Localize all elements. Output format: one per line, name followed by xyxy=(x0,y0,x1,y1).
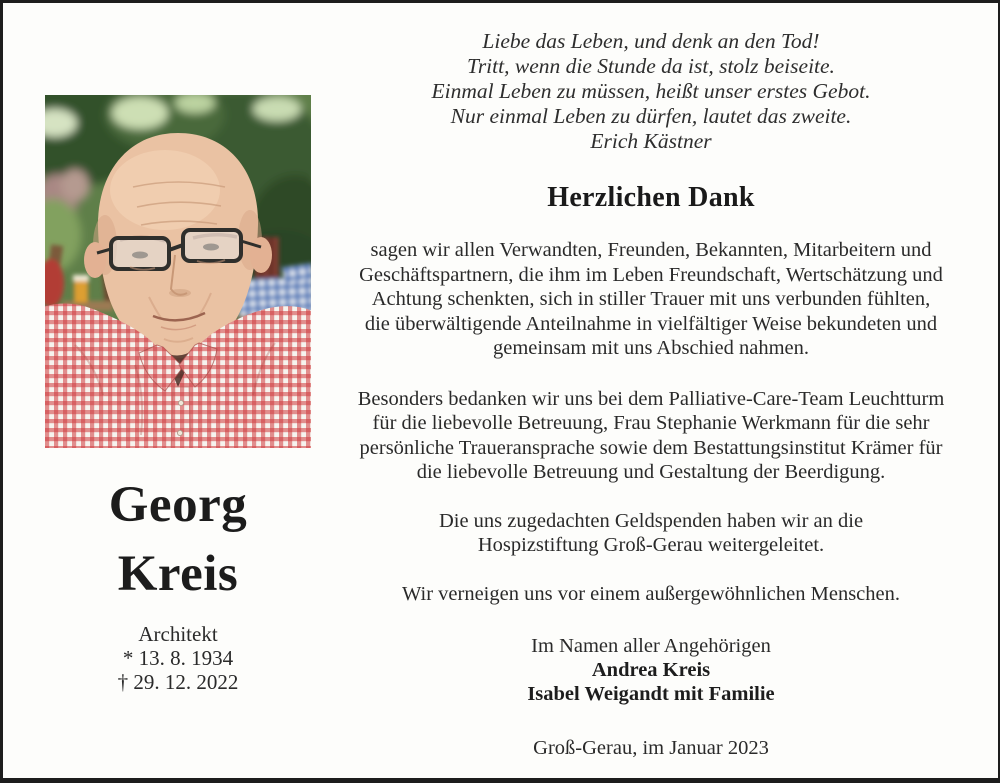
right-ear xyxy=(250,237,272,273)
paragraph-line: Die uns zugedachten Geldspenden haben wir an die xyxy=(438,509,864,532)
closing-block xyxy=(333,634,969,706)
paragraph-line: für die liebevolle Betreuung, Frau Stephanie Werkmann für die sehr xyxy=(372,412,930,434)
paragraph-line: sagen wir allen Verwandten, Freunden, Bekannten, Mitarbeitern und xyxy=(370,239,932,261)
deceased-last-name: Kreis xyxy=(117,546,239,602)
deceased-first-name: Georg xyxy=(108,477,248,533)
paragraph-line: Hospizstiftung Groß-Gerau weitergeleitet. xyxy=(477,534,825,556)
left-ear xyxy=(84,242,106,278)
paragraph-line: Geschäftspartnern, die ihm im Leben Freundschaft, Wertschätzung und xyxy=(359,263,943,286)
poem-line: Tritt, wenn die Stunde da ist, stolz beiseite. xyxy=(467,54,835,78)
closing-intro: Im Namen aller Angehörigen xyxy=(531,635,771,657)
thanks-paragraph-1 xyxy=(333,238,969,361)
bow-sentence xyxy=(333,582,969,607)
poem-author: Erich Kästner xyxy=(590,129,712,153)
closing-name-1: Andrea Kreis xyxy=(591,659,711,681)
thanks-heading: Herzlichen Dank xyxy=(547,182,755,213)
place-dateline: Groß-Gerau, im Januar 2023 xyxy=(533,737,769,759)
paragraph-line: die liebevolle Betreuung und Gestaltung der Beerdigung. xyxy=(416,461,886,483)
paragraph-line: Achtung schenkten, sich in stiller Trauer mit uns verbunden fühlten, xyxy=(371,288,931,310)
paragraph-line: die überwältigende Anteilnahme in vielfältiger Weise bekundeten und xyxy=(364,312,938,335)
poem-line: Nur einmal Leben zu dürfen, lautet das zweite. xyxy=(450,104,852,128)
paragraph-line: gemeinsam mit uns Abschied nahmen. xyxy=(493,337,809,359)
portrait-photo-graphic xyxy=(45,95,311,448)
death-date: † 29. 12. 2022 xyxy=(117,670,239,694)
paragraph-line: Besonders bedanken wir uns bei dem Palliative-Care-Team Leuchtturm xyxy=(357,387,945,410)
paragraph-line: Wir verneigen uns vor einem außergewöhnlichen Menschen. xyxy=(401,582,901,605)
notice-text-column xyxy=(333,29,969,760)
thanks-paragraph-2 xyxy=(333,387,969,485)
deceased-block xyxy=(28,471,328,694)
poem-line: Liebe das Leben, und denk an den Tod! xyxy=(482,29,820,53)
poem-line: Einmal Leben zu müssen, heißt unser erstes Gebot. xyxy=(431,79,871,103)
birth-date: * 13. 8. 1934 xyxy=(122,646,234,670)
deceased-profession: Architekt xyxy=(138,622,218,646)
paragraph-line: persönliche Traueransprache sowie dem Bestattungsinstitut Krämer für xyxy=(359,436,943,459)
portrait-photo xyxy=(45,95,311,448)
closing-name-2: Isabel Weigandt mit Familie xyxy=(527,683,775,705)
poem-quote xyxy=(333,29,969,154)
donations-paragraph xyxy=(333,509,969,558)
beer-glass xyxy=(74,279,88,303)
